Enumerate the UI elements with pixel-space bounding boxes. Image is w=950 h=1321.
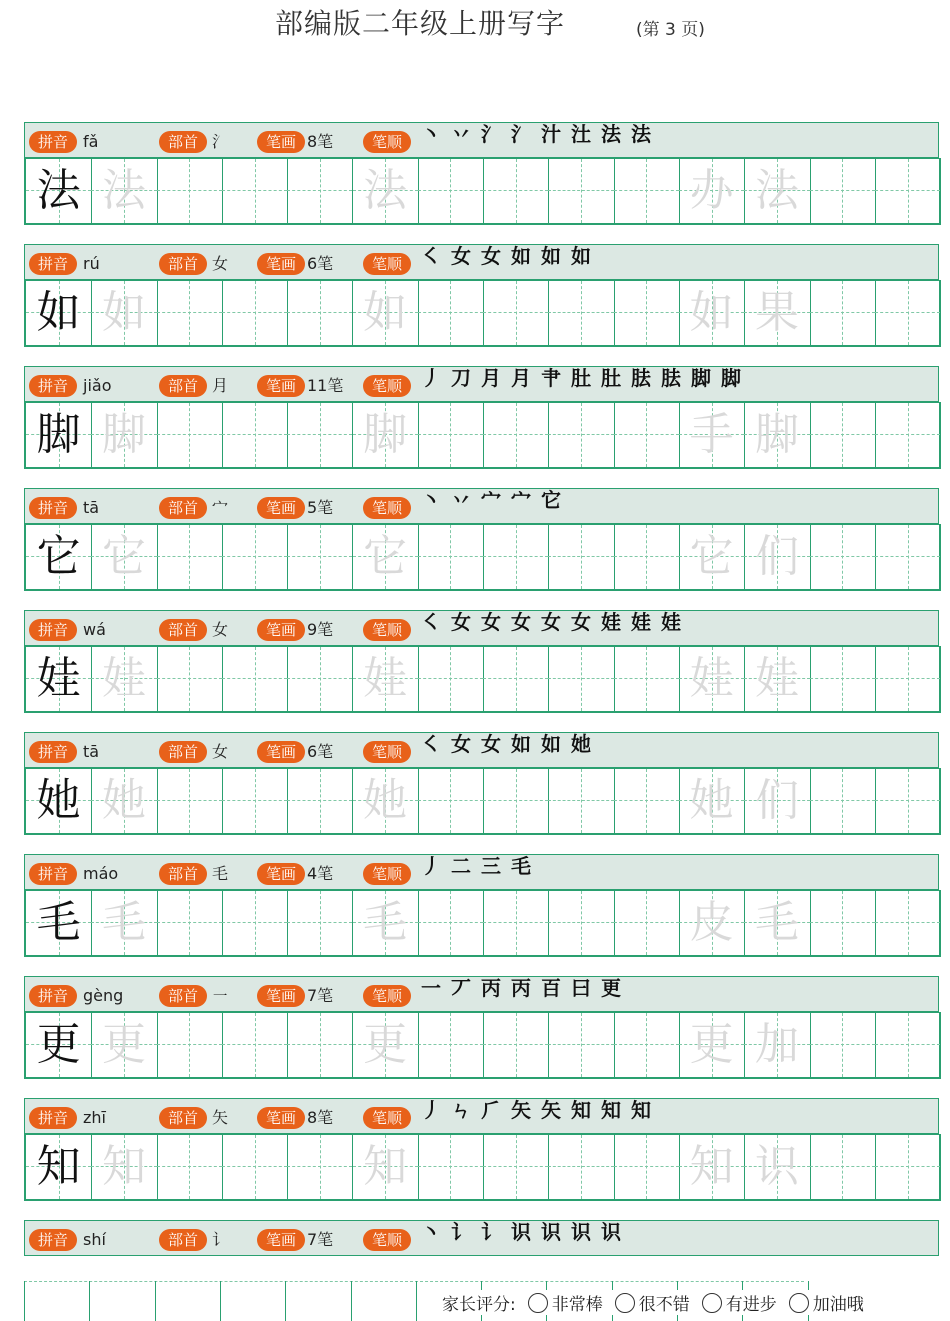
grid-cell[interactable] xyxy=(810,525,876,589)
grid-cell[interactable] xyxy=(222,891,288,955)
char-info-header xyxy=(24,244,939,280)
radical-value: 氵 xyxy=(212,132,229,151)
stroke-count-badge: 笔画 xyxy=(257,1107,305,1129)
rating-label: 家长评分: xyxy=(442,1295,516,1315)
radio-circle-icon[interactable] xyxy=(615,1293,635,1313)
model-character: 她 xyxy=(36,775,81,826)
stroke-order-sequence: 丿二三毛 xyxy=(421,854,541,878)
pinyin-badge: 拼音 xyxy=(29,1107,77,1129)
word-trace-character: 办 xyxy=(689,165,734,216)
model-character: 如 xyxy=(36,287,81,338)
model-character: 它 xyxy=(36,531,81,582)
grid-cell[interactable] xyxy=(157,891,223,955)
trace-character: 脚 xyxy=(363,409,408,460)
char-info-header xyxy=(24,1098,939,1134)
writing-grid xyxy=(24,1012,941,1079)
model-character: 脚 xyxy=(36,409,81,460)
word-trace-character: 们 xyxy=(754,531,799,582)
pinyin-badge: 拼音 xyxy=(29,985,77,1007)
grid-cell[interactable] xyxy=(287,647,353,711)
parent-rating xyxy=(438,1290,868,1315)
stroke-count-badge: 笔画 xyxy=(257,619,305,641)
grid-cell[interactable] xyxy=(157,1013,223,1077)
rating-option-1[interactable]: 非常棒 xyxy=(528,1290,603,1315)
writing-grid xyxy=(24,646,941,713)
stroke-order-badge: 笔顺 xyxy=(363,375,411,397)
word-trace-character: 娃 xyxy=(689,653,734,704)
pinyin-value: máo xyxy=(83,864,119,883)
model-character: 知 xyxy=(36,1141,81,1192)
rating-option-3[interactable]: 有进步 xyxy=(702,1290,777,1315)
grid-cell[interactable] xyxy=(875,1135,941,1199)
stroke-order-badge: 笔顺 xyxy=(363,131,411,153)
grid-cell[interactable] xyxy=(810,281,876,345)
radio-circle-icon[interactable] xyxy=(702,1293,722,1313)
radical-value: 毛 xyxy=(212,864,229,883)
grid-cell[interactable] xyxy=(157,647,223,711)
grid-cell[interactable] xyxy=(614,769,680,833)
page-title xyxy=(0,2,950,42)
stroke-order-sequence: 一丆丙丙百曰更 xyxy=(421,976,631,1000)
grid-cell[interactable] xyxy=(548,647,614,711)
char-block xyxy=(24,1220,939,1256)
grid-cell[interactable] xyxy=(418,769,484,833)
grid-cell[interactable] xyxy=(875,1013,941,1077)
stroke-count-value: 4笔 xyxy=(307,864,334,883)
stroke-count-value: 6笔 xyxy=(307,742,334,761)
stroke-order-badge: 笔顺 xyxy=(363,985,411,1007)
stroke-order-sequence: ㇛女女如如如 xyxy=(421,244,601,268)
radical-badge: 部首 xyxy=(159,131,207,153)
stroke-count-badge: 笔画 xyxy=(257,497,305,519)
grid-cell[interactable] xyxy=(287,525,353,589)
grid-cell[interactable] xyxy=(614,1013,680,1077)
grid-cell[interactable] xyxy=(287,403,353,467)
trace-character: 毛 xyxy=(101,897,146,948)
word-trace-character: 更 xyxy=(689,1019,734,1070)
stroke-order-sequence: 丿刀月月肀肚肚胠胠脚脚 xyxy=(421,366,751,390)
trace-character: 知 xyxy=(101,1141,146,1192)
stroke-order-badge: 笔顺 xyxy=(363,497,411,519)
char-block xyxy=(24,732,939,834)
pinyin-value: shí xyxy=(83,1230,106,1249)
char-info-header xyxy=(24,976,939,1012)
grid-cell[interactable] xyxy=(157,525,223,589)
grid-cell[interactable] xyxy=(810,1135,876,1199)
char-block xyxy=(24,610,939,712)
radical-badge: 部首 xyxy=(159,497,207,519)
grid-cell[interactable] xyxy=(222,281,288,345)
stroke-count-badge: 笔画 xyxy=(257,985,305,1007)
model-character: 更 xyxy=(36,1019,81,1070)
trace-character: 脚 xyxy=(101,409,146,460)
char-block xyxy=(24,854,939,956)
grid-cell[interactable] xyxy=(875,647,941,711)
grid-cell[interactable] xyxy=(810,159,876,223)
word-trace-character: 法 xyxy=(754,165,799,216)
rating-option-2[interactable]: 很不错 xyxy=(615,1290,690,1315)
worksheet-title: 部编版二年级上册写字 xyxy=(274,7,565,40)
trace-character: 它 xyxy=(363,531,408,582)
radio-circle-icon[interactable] xyxy=(528,1293,548,1313)
grid-cell[interactable] xyxy=(157,281,223,345)
word-trace-character: 脚 xyxy=(754,409,799,460)
grid-cell[interactable] xyxy=(157,1135,223,1199)
grid-cell[interactable] xyxy=(483,159,549,223)
writing-grid xyxy=(24,1134,941,1201)
grid-cell[interactable] xyxy=(483,1135,549,1199)
pinyin-badge: 拼音 xyxy=(29,497,77,519)
radical-badge: 部首 xyxy=(159,1107,207,1129)
word-trace-character: 们 xyxy=(754,775,799,826)
grid-cell[interactable] xyxy=(875,891,941,955)
grid-cell[interactable] xyxy=(287,769,353,833)
grid-cell[interactable] xyxy=(157,159,223,223)
trace-character: 她 xyxy=(363,775,408,826)
pinyin-value: tā xyxy=(83,498,100,517)
stroke-count-badge: 笔画 xyxy=(257,863,305,885)
char-info-header xyxy=(24,732,939,768)
stroke-count-badge: 笔画 xyxy=(257,131,305,153)
word-trace-character: 皮 xyxy=(689,897,734,948)
radical-badge: 部首 xyxy=(159,1229,207,1251)
stroke-order-sequence: 丶丷氵氵汁汢法法 xyxy=(421,122,661,146)
char-info-header xyxy=(24,1220,939,1256)
grid-cell[interactable] xyxy=(222,159,288,223)
stroke-order-sequence: 丶丷宀宀它 xyxy=(421,488,571,512)
trace-character: 毛 xyxy=(363,897,408,948)
trace-character: 知 xyxy=(363,1141,408,1192)
stroke-order-badge: 笔顺 xyxy=(363,1107,411,1129)
stroke-count-value: 11笔 xyxy=(307,376,344,395)
grid-cell[interactable] xyxy=(418,159,484,223)
stroke-count-value: 6笔 xyxy=(307,254,334,273)
trace-character: 娃 xyxy=(363,653,408,704)
radical-value: 女 xyxy=(212,742,229,761)
char-info-header xyxy=(24,610,939,646)
word-trace-character: 果 xyxy=(754,287,799,338)
pinyin-value: fǎ xyxy=(83,132,99,151)
grid-cell[interactable] xyxy=(222,647,288,711)
trace-character: 她 xyxy=(101,775,146,826)
trace-character: 更 xyxy=(101,1019,146,1070)
grid-cell[interactable] xyxy=(548,1013,614,1077)
trace-character: 法 xyxy=(363,165,408,216)
pinyin-badge: 拼音 xyxy=(29,253,77,275)
char-block xyxy=(24,366,939,468)
trace-character: 它 xyxy=(101,531,146,582)
grid-cell[interactable] xyxy=(287,1135,353,1199)
grid-cell[interactable] xyxy=(418,1013,484,1077)
model-character: 法 xyxy=(36,165,81,216)
grid-cell[interactable] xyxy=(287,1013,353,1077)
stroke-order-sequence: ㇛女女女女女娃娃娃 xyxy=(421,610,691,634)
grid-cell[interactable] xyxy=(287,891,353,955)
grid-cell[interactable] xyxy=(875,403,941,467)
char-info-header xyxy=(24,122,939,158)
model-character: 毛 xyxy=(36,897,81,948)
grid-cell[interactable] xyxy=(875,281,941,345)
stroke-order-badge: 笔顺 xyxy=(363,741,411,763)
grid-cell[interactable] xyxy=(548,891,614,955)
grid-cell[interactable] xyxy=(157,403,223,467)
word-trace-character: 娃 xyxy=(754,653,799,704)
radical-badge: 部首 xyxy=(159,985,207,1007)
grid-cell[interactable] xyxy=(483,281,549,345)
word-trace-character: 加 xyxy=(754,1019,799,1070)
pinyin-value: zhī xyxy=(83,1108,106,1127)
radical-badge: 部首 xyxy=(159,619,207,641)
grid-cell[interactable] xyxy=(222,403,288,467)
grid-cell[interactable] xyxy=(418,525,484,589)
writing-grid xyxy=(24,402,941,469)
stroke-count-badge: 笔画 xyxy=(257,375,305,397)
char-block xyxy=(24,1098,939,1200)
stroke-count-value: 7笔 xyxy=(307,986,334,1005)
radical-value: 月 xyxy=(212,376,229,395)
pinyin-badge: 拼音 xyxy=(29,741,77,763)
grid-cell[interactable] xyxy=(222,769,288,833)
grid-cell[interactable] xyxy=(157,769,223,833)
grid-cell[interactable] xyxy=(548,281,614,345)
stroke-order-badge: 笔顺 xyxy=(363,863,411,885)
char-info-header xyxy=(24,366,939,402)
writing-grid xyxy=(24,768,941,835)
stroke-order-badge: 笔顺 xyxy=(363,619,411,641)
stroke-count-value: 9笔 xyxy=(307,620,334,639)
grid-cell[interactable] xyxy=(875,159,941,223)
writing-grid xyxy=(24,280,941,347)
word-trace-character: 识 xyxy=(754,1141,799,1192)
grid-cell[interactable] xyxy=(483,1013,549,1077)
word-trace-character: 她 xyxy=(689,775,734,826)
stroke-order-badge: 笔顺 xyxy=(363,1229,411,1251)
radical-badge: 部首 xyxy=(159,253,207,275)
trace-character: 更 xyxy=(363,1019,408,1070)
trace-character: 如 xyxy=(101,287,146,338)
grid-cell[interactable] xyxy=(614,403,680,467)
grid-cell[interactable] xyxy=(810,769,876,833)
grid-cell[interactable] xyxy=(418,647,484,711)
grid-cell[interactable] xyxy=(483,525,549,589)
grid-cell[interactable] xyxy=(418,403,484,467)
grid-cell[interactable] xyxy=(483,769,549,833)
pinyin-value: jiǎo xyxy=(83,376,112,395)
writing-grid xyxy=(24,890,941,957)
trace-character: 娃 xyxy=(101,653,146,704)
stroke-count-badge: 笔画 xyxy=(257,741,305,763)
radical-value: 讠 xyxy=(212,1230,229,1249)
trace-character: 如 xyxy=(363,287,408,338)
grid-cell[interactable] xyxy=(287,159,353,223)
radical-value: 女 xyxy=(212,620,229,639)
pinyin-badge: 拼音 xyxy=(29,131,77,153)
pinyin-value: wá xyxy=(83,620,106,639)
pinyin-value: rú xyxy=(83,254,100,273)
word-trace-character: 知 xyxy=(689,1141,734,1192)
char-block xyxy=(24,488,939,590)
radical-badge: 部首 xyxy=(159,863,207,885)
grid-cell[interactable] xyxy=(810,647,876,711)
grid-cell[interactable] xyxy=(548,525,614,589)
grid-cell[interactable] xyxy=(222,525,288,589)
stroke-count-value: 8笔 xyxy=(307,1108,334,1127)
pinyin-badge: 拼音 xyxy=(29,619,77,641)
stroke-order-sequence: ㇛女女如如她 xyxy=(421,732,601,756)
grid-cell[interactable] xyxy=(810,1013,876,1077)
grid-cell[interactable] xyxy=(483,647,549,711)
grid-cell[interactable] xyxy=(875,525,941,589)
char-info-header xyxy=(24,854,939,890)
grid-cell[interactable] xyxy=(418,891,484,955)
grid-cell[interactable] xyxy=(614,281,680,345)
grid-cell[interactable] xyxy=(875,769,941,833)
grid-cell[interactable] xyxy=(548,769,614,833)
grid-cell[interactable] xyxy=(614,647,680,711)
stroke-count-value: 8笔 xyxy=(307,132,334,151)
grid-cell[interactable] xyxy=(548,1135,614,1199)
word-trace-character: 如 xyxy=(689,287,734,338)
writing-grid xyxy=(24,524,941,591)
pinyin-badge: 拼音 xyxy=(29,1229,77,1251)
pinyin-value: tā xyxy=(83,742,100,761)
grid-cell[interactable] xyxy=(614,1135,680,1199)
page-number: (第 3 页) xyxy=(636,20,705,40)
radical-badge: 部首 xyxy=(159,375,207,397)
stroke-count-value: 7笔 xyxy=(307,1230,334,1249)
stroke-count-badge: 笔画 xyxy=(257,1229,305,1251)
char-block xyxy=(24,122,939,224)
grid-cell[interactable] xyxy=(418,281,484,345)
grid-cell[interactable] xyxy=(222,1135,288,1199)
word-trace-character: 毛 xyxy=(754,897,799,948)
grid-cell[interactable] xyxy=(483,403,549,467)
stroke-order-badge: 笔顺 xyxy=(363,253,411,275)
stroke-count-value: 5笔 xyxy=(307,498,334,517)
radical-badge: 部首 xyxy=(159,741,207,763)
writing-grid xyxy=(24,158,941,225)
stroke-count-badge: 笔画 xyxy=(257,253,305,275)
char-block xyxy=(24,976,939,1078)
grid-cell[interactable] xyxy=(810,403,876,467)
grid-cell[interactable] xyxy=(614,525,680,589)
model-character: 娃 xyxy=(36,653,81,704)
radio-circle-icon[interactable] xyxy=(789,1293,809,1313)
stroke-order-sequence: 丿ㄣ⺁矢矢知知知 xyxy=(421,1098,661,1122)
grid-cell[interactable] xyxy=(548,403,614,467)
pinyin-value: gèng xyxy=(83,986,124,1005)
radical-value: 矢 xyxy=(212,1108,229,1127)
grid-cell[interactable] xyxy=(614,891,680,955)
word-trace-character: 它 xyxy=(689,531,734,582)
grid-cell[interactable] xyxy=(614,159,680,223)
grid-cell[interactable] xyxy=(222,1013,288,1077)
radical-value: 宀 xyxy=(212,498,229,517)
char-block xyxy=(24,244,939,346)
word-trace-character: 手 xyxy=(689,409,734,460)
pinyin-badge: 拼音 xyxy=(29,375,77,397)
grid-cell[interactable] xyxy=(483,891,549,955)
trace-character: 法 xyxy=(101,165,146,216)
rating-option-4[interactable]: 加油哦 xyxy=(789,1290,864,1315)
pinyin-badge: 拼音 xyxy=(29,863,77,885)
radical-value: 女 xyxy=(212,254,229,273)
grid-cell[interactable] xyxy=(548,159,614,223)
char-info-header xyxy=(24,488,939,524)
grid-cell[interactable] xyxy=(418,1135,484,1199)
stroke-order-sequence: 丶讠讠识识识识 xyxy=(421,1220,631,1244)
grid-cell[interactable] xyxy=(287,281,353,345)
grid-cell[interactable] xyxy=(810,891,876,955)
radical-value: ㇐ xyxy=(212,986,229,1005)
